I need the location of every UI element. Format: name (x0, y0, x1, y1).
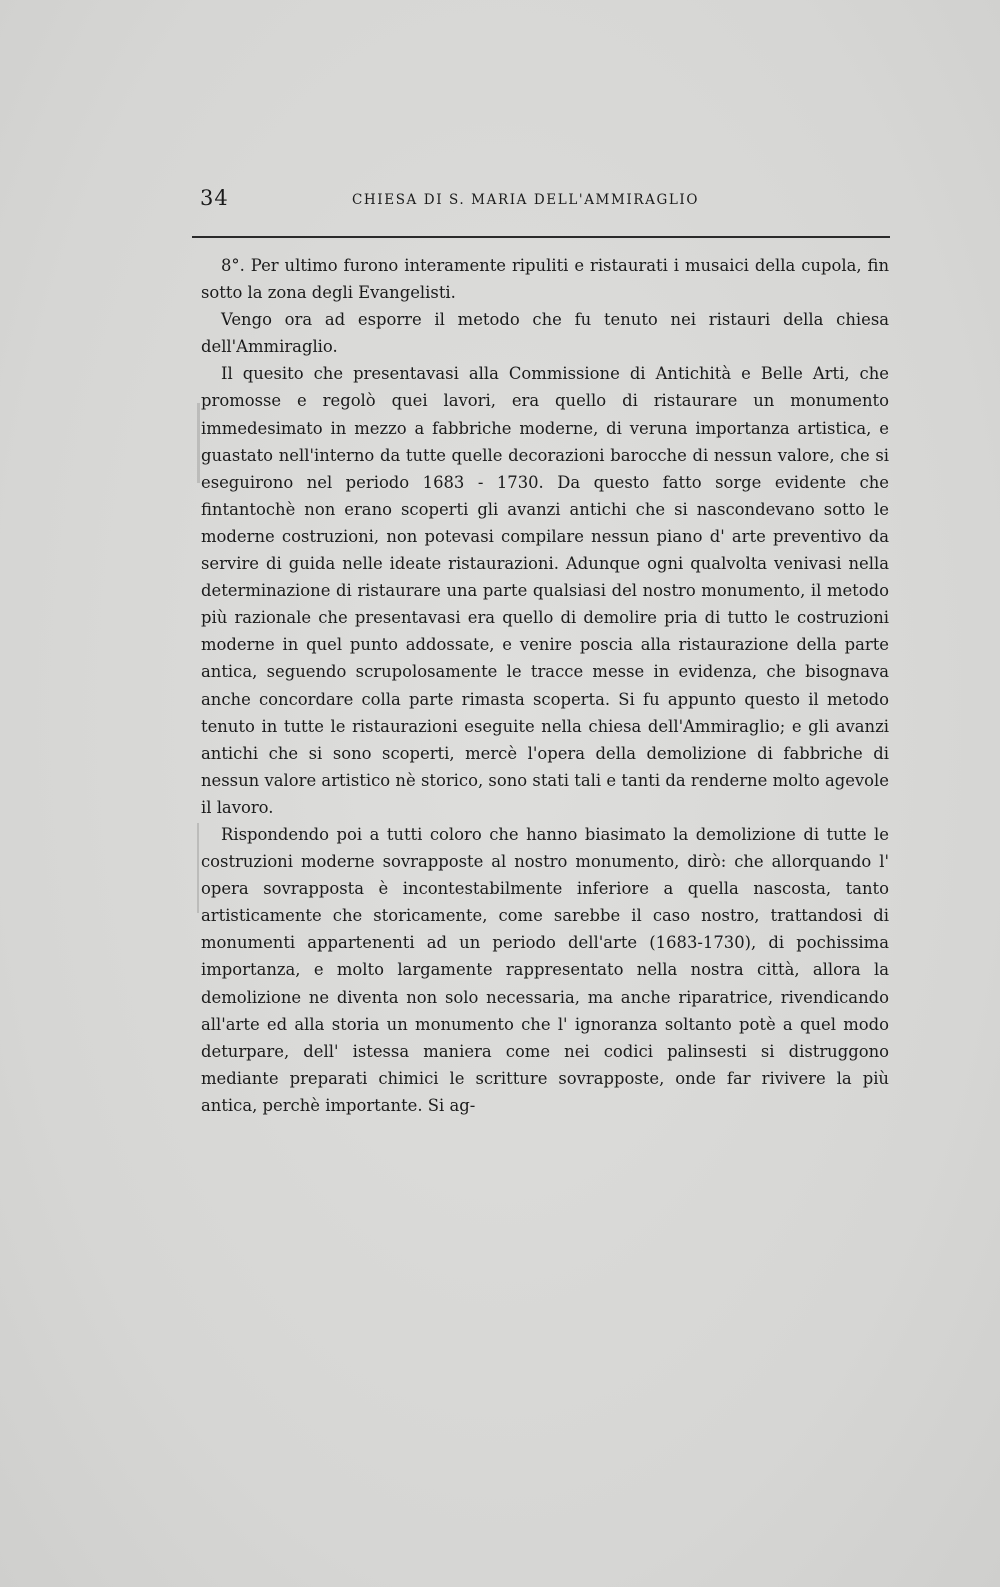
page-heading: CHIESA DI S. MARIA DELL'AMMIRAGLIO (352, 192, 699, 208)
paragraph-3: Il quesito che presentavasi alla Commissione di Antichità e Belle Arti, che promosse e regolò quei lavori, era quello di ristaurare un monumento immedesimato in mezzo a fabbriche moderne, di veruna importanza artistica, e guastato nell'interno da tutte quelle decorazioni barocche di nessun valore, che si eseguirono nel periodo 1683 - 1730. Da questo fatto sorge evidente che fintantochè non erano scoperti gli avanzi antichi che si nascondevano sotto le moderne costruzioni, non potevasi compilare nessun piano d' arte preventivo da servire di guida nelle ideate ristaurazioni. Adunque ogni qualvolta venivasi nella determinazione di ristaurare una parte qualsiasi del nostro monumento, il metodo più razionale che presentavasi era quello di demolire pria di tutto le costruzioni moderne in quel punto addossate, e venire poscia alla ristaurazione della parte antica, seguendo scrupolosamente le tracce messe in evidenza, che bisognava anche concordare colla parte rimasta scoperta. Si fu appunto questo il metodo tenuto in tutte le ristaurazioni eseguite nella chiesa dell'Ammiraglio; e gli avanzi antichi che si sono scoperti, mercè l'opera della demolizione di fabbriche di nessun valore artistico nè storico, sono stati tali e tanti da renderne molto agevole il lavoro. (201, 364, 889, 817)
paper-blemish (197, 823, 199, 913)
running-head (200, 186, 890, 220)
page-number: 34 (200, 186, 229, 210)
paragraph-4: Rispondendo poi a tutti coloro che hanno biasimato la demolizione di tutte le costruzioni moderne sovrapposte al nostro monumento, dirò: che allorquando l' opera sovrapposta è incontestabilmente inferiore a quella nascosta, tanto artisticamente che storicamente, come sarebbe il caso nostro, trattandosi di monumenti appartenenti ad un periodo dell'arte (1683-1730), di pochissima importanza, e molto largamente rappresentato nella nostra città, allora la demolizione ne diventa non solo necessaria, ma anche riparatrice, rivendicando all'arte ed alla storia un monumento che l' ignoranza soltanto potè a quel modo deturpare, dell' istessa maniera come nei codici palinsesti si distruggono mediante preparati chimici le scritture sovrapposte, onde far rivivere la più antica, perchè importante. Si ag- (201, 824, 889, 1115)
paper-blemish (197, 403, 200, 483)
header-rule (192, 236, 890, 238)
body-text (201, 252, 889, 1119)
paragraph-2: Vengo ora ad esporre il metodo che fu tenuto nei ristauri della chiesa dell'Ammiraglio. (201, 310, 889, 357)
paragraph-1: 8°. Per ultimo furono interamente ripuliti e ristaurati i musaici della cupola, fin sotto la zona degli Evangelisti. (201, 256, 889, 303)
